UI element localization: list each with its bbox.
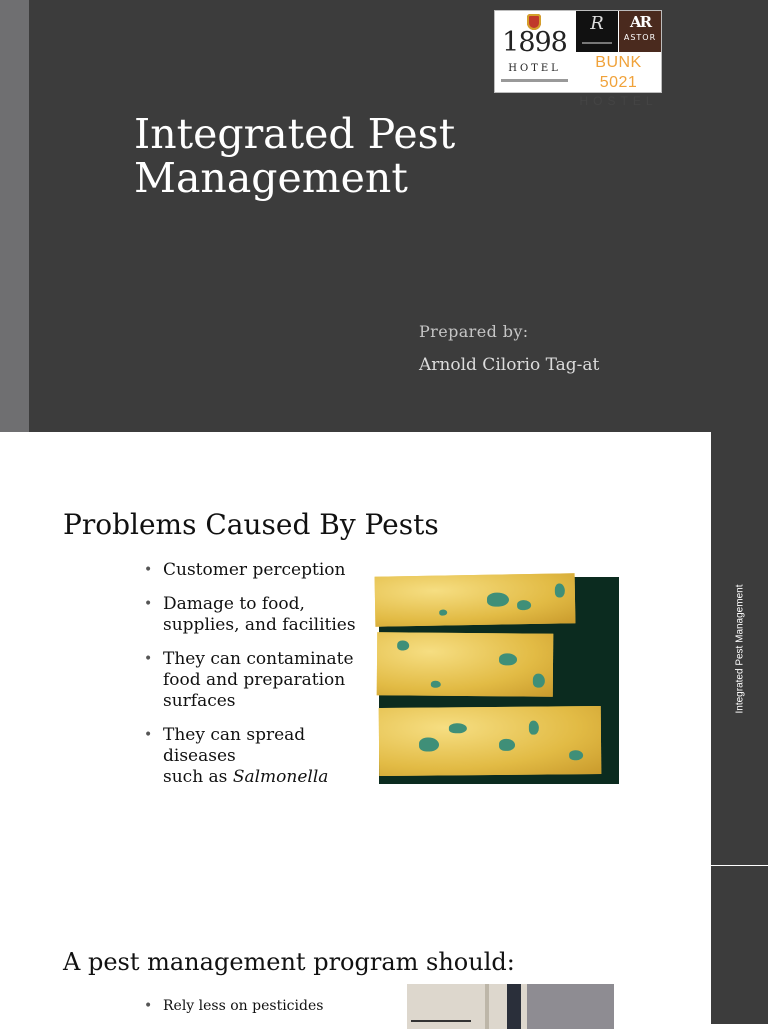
bullet-text: Rely less on pesticides <box>163 998 324 1014</box>
bullet-text: They can contaminate food and preparation surfaces <box>163 649 354 711</box>
side-title-panel <box>711 432 768 865</box>
prepared-by-label: Prepared by: <box>419 322 529 341</box>
bullet-dot-icon: • <box>144 562 153 578</box>
pest-trap-photo <box>407 984 614 1029</box>
bullet-italic-term: Salmonella <box>232 767 329 787</box>
bullet-item <box>143 725 383 788</box>
slide-heading: A pest management program should: <box>63 948 515 976</box>
logo-astor-word: ASTOR <box>623 33 657 42</box>
logo-astor-mark: AR <box>629 13 651 31</box>
logo-1898-tagline <box>501 79 568 82</box>
logo-bunk-bottom: HOSTEL <box>579 94 658 108</box>
bullet-text: Damage to food, supplies, and facilities <box>163 594 356 635</box>
hotel-logos <box>494 10 662 108</box>
pasta-strip <box>377 632 554 697</box>
logo-royal-line <box>582 42 612 44</box>
title-slide <box>0 0 768 432</box>
program-slide <box>0 866 768 1024</box>
logo-royal-mark: R <box>590 13 604 34</box>
bullet-item <box>143 997 323 1015</box>
bullet-dot-icon: • <box>144 596 153 612</box>
logo-astor-hotel <box>619 11 661 52</box>
logo-1898-word: HOTEL <box>508 63 561 74</box>
side-accent-strip <box>0 0 29 432</box>
slide-title <box>134 112 455 200</box>
damaged-pasta-photo <box>379 577 619 784</box>
problems-slide <box>0 432 768 865</box>
bullet-list <box>143 560 383 801</box>
logo-bunk-hostel <box>576 53 661 108</box>
bullet-dot-icon: • <box>144 727 153 743</box>
bullet-dot-icon: • <box>144 998 153 1014</box>
bullet-item <box>143 594 383 636</box>
pasta-strip <box>379 706 602 776</box>
side-title-text: Integrated Pest Management <box>734 584 745 713</box>
bullet-item <box>143 649 383 712</box>
title-line-2: Management <box>134 154 408 202</box>
logo-royal-bellagio <box>576 11 618 52</box>
side-title-panel <box>711 866 768 1024</box>
pasta-strip <box>375 573 576 626</box>
bullet-list <box>143 997 323 1028</box>
slide-heading: Problems Caused By Pests <box>63 508 439 541</box>
bullet-text-prefix: such as <box>163 767 233 787</box>
title-line-1: Integrated Pest <box>134 110 456 158</box>
bullet-dot-icon: • <box>144 651 153 667</box>
logo-bunk-top: BUNK 5021 <box>595 54 642 91</box>
presenter-name: Arnold Cilorio Tag-at <box>419 355 600 375</box>
bullet-text: Customer perception <box>163 560 346 580</box>
logo-1898-number: 1898 <box>502 27 567 58</box>
bullet-item <box>143 560 383 581</box>
bullet-text: They can spread diseases <box>163 725 306 766</box>
logo-1898-hotel <box>495 11 574 92</box>
